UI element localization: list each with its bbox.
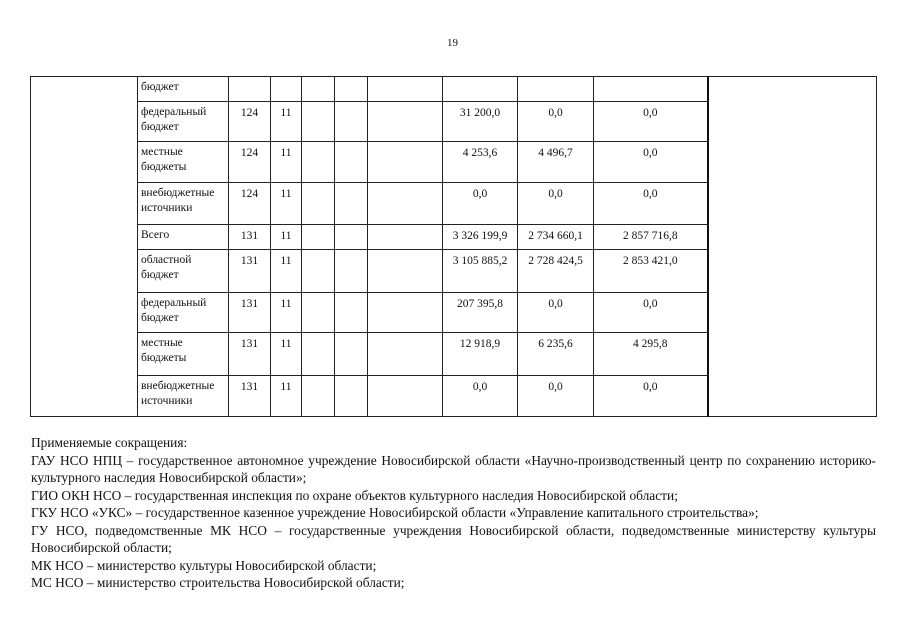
empty-cell: [335, 333, 368, 376]
abbreviation-item: МК НСО – министерство культуры Новосибирской области;: [31, 557, 377, 573]
empty-cell: [335, 77, 368, 102]
empty-cell: [335, 250, 368, 293]
empty-cell: [335, 142, 368, 182]
empty-cell: [335, 182, 368, 225]
empty-cell: [302, 225, 335, 250]
value-cell: 3 326 199,9: [443, 225, 518, 250]
code-cell: 11: [271, 142, 302, 182]
value-cell: 0,0: [443, 375, 518, 416]
code-cell: [271, 77, 302, 102]
abbreviation-item: ГУ НСО, подведомственные МК НСО – государственные учреждения Новосибирской области, подведомственные министерству культуры Новосибирской области;: [31, 522, 876, 555]
empty-cell: [368, 375, 443, 416]
empty-cell: [302, 77, 335, 102]
abbreviation-item: МС НСО – министерство строительства Новосибирской области;: [31, 575, 405, 590]
code-cell: 11: [271, 292, 302, 332]
empty-cell: [302, 142, 335, 182]
budget-table: [30, 76, 877, 417]
code-cell: 11: [271, 182, 302, 225]
empty-cell: [368, 250, 443, 293]
merged-left-cell: [31, 77, 138, 417]
code-cell: 131: [229, 375, 271, 416]
code-cell: 124: [229, 101, 271, 141]
value-cell: 0,0: [594, 101, 708, 141]
abbreviation-item: ГКУ НСО «УКС» – государственное казенное учреждение Новосибирской области «Управление капитального строительства»;: [31, 505, 759, 520]
source-cell: внебюджетные источники: [138, 182, 229, 225]
value-cell: 4 253,6: [443, 142, 518, 182]
value-cell: 6 235,6: [518, 333, 594, 376]
empty-cell: [368, 292, 443, 332]
value-cell: 2 853 421,0: [594, 250, 708, 293]
code-cell: 124: [229, 182, 271, 225]
value-cell: 0,0: [518, 101, 594, 141]
code-cell: [229, 77, 271, 102]
value-cell: 31 200,0: [443, 101, 518, 141]
source-cell: местные бюджеты: [138, 333, 229, 376]
abbreviation-item: ГАУ НСО НПЦ – государственное автономное учреждение Новосибирской области «Научно-производственный центр по сохранению историко-культурного наследия Новосибирской области»;: [31, 452, 876, 485]
source-cell: федеральный бюджет: [138, 292, 229, 332]
abbreviations-section: [31, 434, 876, 592]
merged-right-cell: [708, 77, 877, 417]
source-cell: бюджет: [138, 77, 229, 102]
code-cell: 11: [271, 225, 302, 250]
page-number: 19: [447, 37, 458, 49]
value-cell: [594, 77, 708, 102]
empty-cell: [368, 225, 443, 250]
empty-cell: [335, 101, 368, 141]
value-cell: 12 918,9: [443, 333, 518, 376]
source-cell: областной бюджет: [138, 250, 229, 293]
empty-cell: [302, 101, 335, 141]
empty-cell: [302, 375, 335, 416]
value-cell: 0,0: [594, 292, 708, 332]
value-cell: 0,0: [594, 182, 708, 225]
value-cell: 2 734 660,1: [518, 225, 594, 250]
empty-cell: [302, 333, 335, 376]
abbreviations-heading: Применяемые сокращения:: [31, 435, 188, 450]
empty-cell: [335, 375, 368, 416]
value-cell: 0,0: [518, 292, 594, 332]
source-cell: Всего: [138, 225, 229, 250]
empty-cell: [368, 142, 443, 182]
empty-cell: [302, 292, 335, 332]
value-cell: 2 728 424,5: [518, 250, 594, 293]
source-cell: федеральный бюджет: [138, 101, 229, 141]
abbreviation-item: ГИО ОКН НСО – государственная инспекция по охране объектов культурного наследия Новосибирской области;: [31, 487, 678, 503]
value-cell: 0,0: [594, 375, 708, 416]
empty-cell: [368, 101, 443, 141]
empty-cell: [368, 182, 443, 225]
value-cell: 0,0: [518, 182, 594, 225]
value-cell: 3 105 885,2: [443, 250, 518, 293]
code-cell: 11: [271, 333, 302, 376]
code-cell: 131: [229, 250, 271, 293]
code-cell: 131: [229, 225, 271, 250]
table-row: [31, 77, 877, 102]
empty-cell: [302, 250, 335, 293]
empty-cell: [335, 225, 368, 250]
value-cell: 4 295,8: [594, 333, 708, 376]
code-cell: 11: [271, 250, 302, 293]
code-cell: 124: [229, 142, 271, 182]
empty-cell: [302, 182, 335, 225]
value-cell: 2 857 716,8: [594, 225, 708, 250]
source-cell: внебюджетные источники: [138, 375, 229, 416]
value-cell: 4 496,7: [518, 142, 594, 182]
code-cell: 131: [229, 333, 271, 376]
value-cell: [518, 77, 594, 102]
source-cell: местные бюджеты: [138, 142, 229, 182]
empty-cell: [368, 77, 443, 102]
code-cell: 11: [271, 375, 302, 416]
empty-cell: [335, 292, 368, 332]
value-cell: 207 395,8: [443, 292, 518, 332]
value-cell: 0,0: [594, 142, 708, 182]
value-cell: 0,0: [518, 375, 594, 416]
code-cell: 131: [229, 292, 271, 332]
value-cell: 0,0: [443, 182, 518, 225]
value-cell: [443, 77, 518, 102]
code-cell: 11: [271, 101, 302, 141]
empty-cell: [368, 333, 443, 376]
